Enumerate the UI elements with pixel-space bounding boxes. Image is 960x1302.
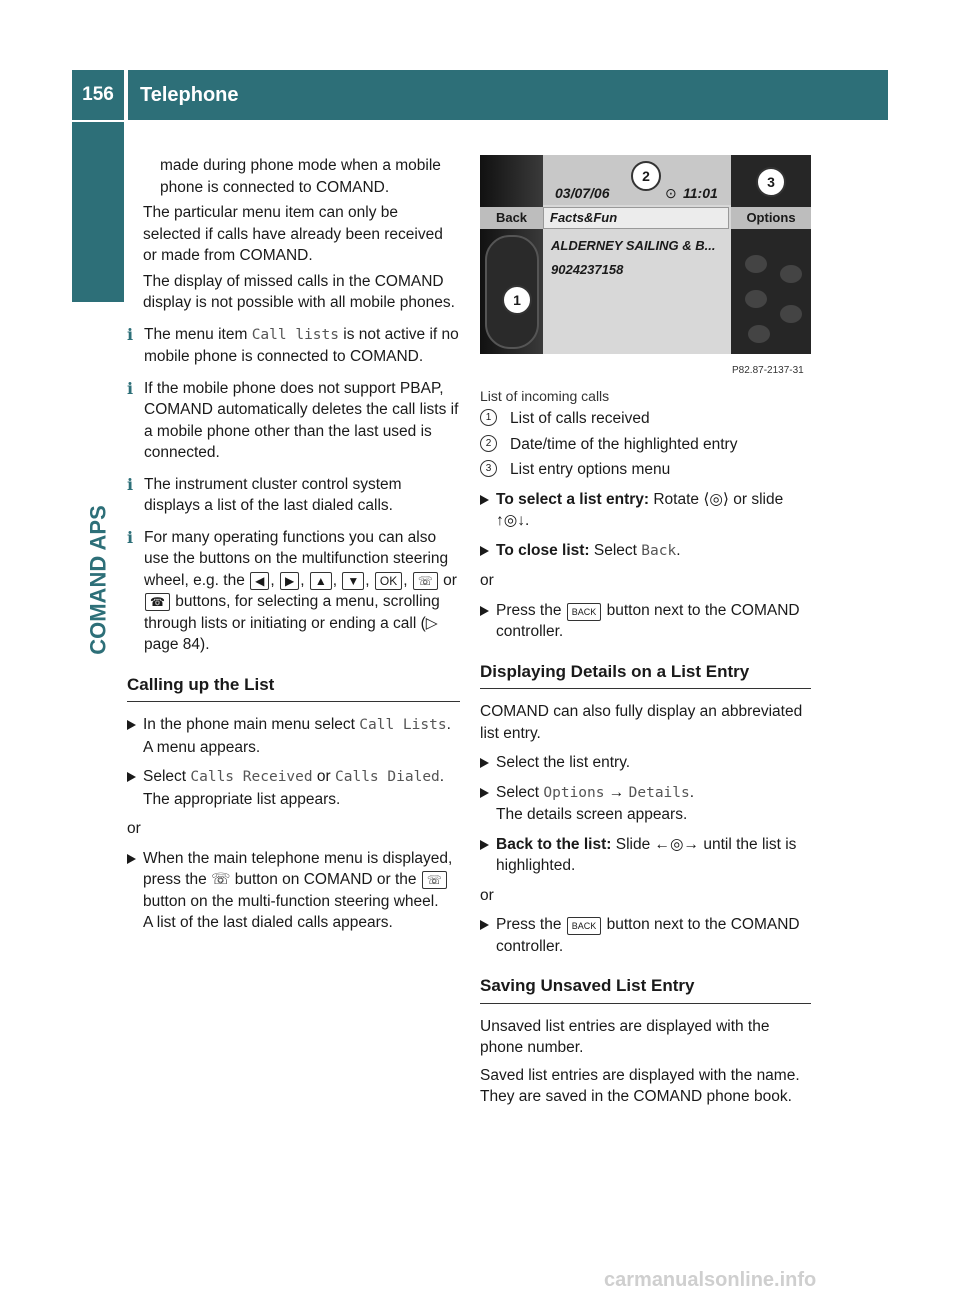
callout-3: 3 bbox=[756, 167, 786, 197]
legend-item bbox=[480, 459, 811, 481]
step-text: or slide bbox=[728, 490, 784, 508]
section-tab bbox=[72, 122, 124, 302]
legend-number: 2 bbox=[480, 435, 497, 452]
info-text: If the mobile phone does not support PBAP, COMAND automatically deletes the call lists if a mobile phone other than the last used is connected. bbox=[144, 379, 459, 461]
or-separator: or bbox=[480, 572, 494, 589]
step-text: Select bbox=[496, 783, 544, 801]
step-text: Press the bbox=[496, 601, 566, 619]
right-arrow-key-icon: ▶ bbox=[280, 572, 299, 590]
step-text: When the main telephone menu is displayed, press the bbox=[143, 849, 453, 888]
info-icon: i bbox=[127, 324, 134, 344]
back-softkey[interactable]: Back bbox=[480, 207, 543, 229]
step-text: button next to the COMAND controller. bbox=[496, 601, 800, 640]
callout-1: 1 bbox=[502, 285, 532, 315]
list-entry-name[interactable]: ALDERNEY SAILING & B... bbox=[551, 238, 716, 253]
keypad-button-icon bbox=[745, 290, 767, 308]
slide-left-right-icon: ←◎→ bbox=[654, 835, 700, 853]
info-note bbox=[127, 378, 460, 464]
step-arrow-icon bbox=[480, 788, 489, 798]
display-time: 11:01 bbox=[683, 185, 718, 201]
phone-pickup-icon: ☏ bbox=[422, 871, 447, 889]
paragraph: COMAND can also fully display an abbreviated list entry. bbox=[480, 703, 803, 742]
step-text: . bbox=[439, 768, 445, 785]
step-arrow-icon bbox=[480, 758, 489, 768]
section-heading: Calling up the List bbox=[127, 674, 460, 703]
paragraph: The particular menu item can only be selected if calls have already been received or made from COMAND. bbox=[143, 204, 443, 264]
step-text: until the list is highlighted. bbox=[496, 835, 797, 874]
phone-button-icon: ☏ bbox=[211, 871, 231, 888]
step-text: . bbox=[446, 716, 451, 733]
instruction-step bbox=[480, 914, 811, 957]
step-arrow-icon bbox=[480, 606, 489, 616]
photo-code: P82.87-2137-31 bbox=[732, 365, 804, 376]
section-heading: Saving Unsaved List Entry bbox=[480, 975, 811, 1004]
legend-text: List of calls received bbox=[510, 410, 650, 427]
step-text: Press the bbox=[496, 916, 566, 933]
step-text: button on COMAND or the bbox=[230, 871, 421, 888]
step-text: Slide bbox=[611, 835, 655, 853]
legend-text: Date/time of the highlighted entry bbox=[510, 435, 738, 453]
down-arrow-key-icon: ▼ bbox=[342, 572, 364, 590]
watermark: carmanualsonline.info bbox=[604, 1269, 817, 1291]
comand-display-photo bbox=[480, 155, 811, 354]
rotate-controller-icon: ⟨◎⟩ bbox=[703, 490, 729, 508]
info-text: or bbox=[438, 571, 457, 589]
page-reference: page 84 bbox=[144, 636, 201, 653]
step-text: Select bbox=[143, 768, 191, 785]
back-key-icon: BACK bbox=[567, 917, 602, 935]
instruction-step bbox=[480, 834, 811, 877]
or-separator: or bbox=[127, 820, 141, 837]
figure-caption: List of incoming calls bbox=[480, 388, 610, 404]
step-arrow-icon bbox=[127, 854, 136, 864]
instruction-step bbox=[480, 489, 811, 532]
instruction-step bbox=[127, 714, 460, 758]
step-text: button on the multi-function steering wheel. bbox=[143, 892, 439, 910]
section-heading: Displaying Details on a List Entry bbox=[480, 661, 811, 690]
step-text: Select the list entry. bbox=[496, 754, 631, 771]
back-key-icon: BACK bbox=[567, 603, 602, 621]
left-arrow-key-icon: ◀ bbox=[250, 572, 269, 590]
info-text: buttons, for selecting a menu, scrolling through lists or initiating or ending a call ( bbox=[144, 593, 440, 632]
instruction-step bbox=[127, 766, 460, 810]
step-label: To close list: bbox=[496, 541, 590, 559]
paragraph: Unsaved list entries are displayed with the phone number. bbox=[480, 1017, 770, 1056]
step-arrow-icon bbox=[480, 920, 489, 930]
callout-2: 2 bbox=[631, 161, 661, 191]
step-result: A menu appears. bbox=[143, 738, 261, 756]
or-separator: or bbox=[480, 886, 494, 904]
paragraph: Saved list entries are displayed with the name. They are saved in the COMAND phone book. bbox=[480, 1066, 800, 1105]
step-arrow-icon bbox=[480, 495, 489, 505]
menu-code: Call Lists bbox=[359, 717, 447, 733]
page-number: 156 bbox=[72, 70, 124, 120]
menu-code: Call lists bbox=[251, 326, 339, 343]
legend-number: 3 bbox=[480, 460, 497, 477]
menu-code: Details bbox=[628, 784, 690, 801]
ok-key: OK bbox=[375, 572, 402, 590]
menu-code: Options bbox=[543, 784, 605, 801]
section-label-text: COMAND APS bbox=[85, 505, 111, 655]
info-icon: i bbox=[127, 378, 134, 398]
slide-up-down-icon: ↑◎↓ bbox=[496, 512, 526, 529]
legend-item bbox=[480, 434, 811, 456]
left-column bbox=[127, 155, 460, 942]
info-icon: i bbox=[127, 474, 134, 494]
right-column bbox=[480, 408, 811, 1112]
step-label: To select a list entry: bbox=[496, 490, 650, 508]
step-arrow-icon bbox=[127, 720, 136, 730]
keypad-button-icon bbox=[780, 265, 802, 283]
step-text: Rotate bbox=[649, 490, 704, 508]
step-arrow-icon bbox=[127, 772, 136, 782]
legend-text: List entry options menu bbox=[510, 461, 671, 478]
keypad-button-icon bbox=[748, 325, 770, 343]
step-label: Back to the list: bbox=[496, 835, 612, 853]
page-title: Telephone bbox=[128, 70, 888, 120]
legend bbox=[480, 408, 811, 481]
instruction-step bbox=[127, 848, 460, 934]
keypad-button-icon bbox=[780, 305, 802, 323]
step-text: button next to the COMAND controller. bbox=[496, 916, 800, 955]
info-note bbox=[127, 324, 460, 368]
paragraph: made during phone mode when a mobile phone is connected to COMAND. bbox=[160, 157, 441, 196]
step-result: The details screen appears. bbox=[496, 806, 688, 823]
step-result: A list of the last dialed calls appears. bbox=[143, 914, 393, 931]
step-text: . bbox=[676, 541, 681, 559]
instruction-step bbox=[480, 540, 811, 563]
phone-hangup-icon: ☎ bbox=[145, 593, 170, 611]
info-note bbox=[127, 474, 460, 517]
info-text: The menu item bbox=[144, 325, 252, 343]
phone-pickup-icon: ☏ bbox=[413, 572, 438, 590]
clock-icon: ⊙ bbox=[665, 185, 677, 201]
menu-code: Back bbox=[641, 542, 677, 559]
keypad-button-icon bbox=[745, 255, 767, 273]
step-text: . bbox=[689, 783, 695, 801]
section-label bbox=[82, 480, 114, 680]
menu-arrow: → bbox=[604, 783, 629, 801]
info-text: For many operating functions you can also use the buttons on the multifunction steering wheel, e.g. the bbox=[144, 528, 449, 589]
display-tab[interactable]: Facts&Fun bbox=[543, 207, 729, 229]
step-result: The appropriate list appears. bbox=[143, 790, 341, 808]
step-arrow-icon bbox=[480, 840, 489, 850]
info-text: The instrument cluster control system displays a list of the last dialed calls. bbox=[144, 475, 402, 514]
paragraph: The display of missed calls in the COMAND display is not possible with all mobile phones. bbox=[143, 272, 455, 311]
page-ref-icon: ▷ bbox=[425, 614, 438, 632]
info-text: ). bbox=[200, 636, 210, 653]
menu-code: Calls Received bbox=[190, 769, 313, 785]
legend-item bbox=[480, 408, 811, 430]
info-icon: i bbox=[127, 527, 134, 547]
up-arrow-key-icon: ▲ bbox=[310, 572, 332, 590]
options-softkey[interactable]: Options bbox=[731, 207, 811, 229]
step-text: . bbox=[525, 512, 530, 529]
instruction-step bbox=[480, 600, 811, 643]
info-note: i For many operating functions you can also use the buttons on the multifunction steering wheel, e.g. the ◀ , ▶ , ▲ , ▼ , OK , ☏ or ☎ buttons, for selecting a menu, scrolling through lists or initiating or ending a call (▷ page 84). bbox=[127, 527, 457, 653]
list-entry-number[interactable]: 9024237158 bbox=[551, 262, 624, 277]
display-date: 03/07/06 bbox=[555, 185, 610, 201]
instruction-step bbox=[480, 782, 811, 826]
menu-code: Calls Dialed bbox=[335, 769, 440, 785]
legend-number: 1 bbox=[480, 409, 497, 426]
info-text: is not active if no mobile phone is connected to COMAND. bbox=[144, 325, 459, 365]
step-arrow-icon bbox=[480, 546, 489, 556]
step-text: or bbox=[312, 768, 336, 785]
step-text: Select bbox=[589, 541, 642, 559]
step-text: In the phone main menu select bbox=[143, 716, 360, 733]
instruction-step bbox=[480, 752, 811, 774]
